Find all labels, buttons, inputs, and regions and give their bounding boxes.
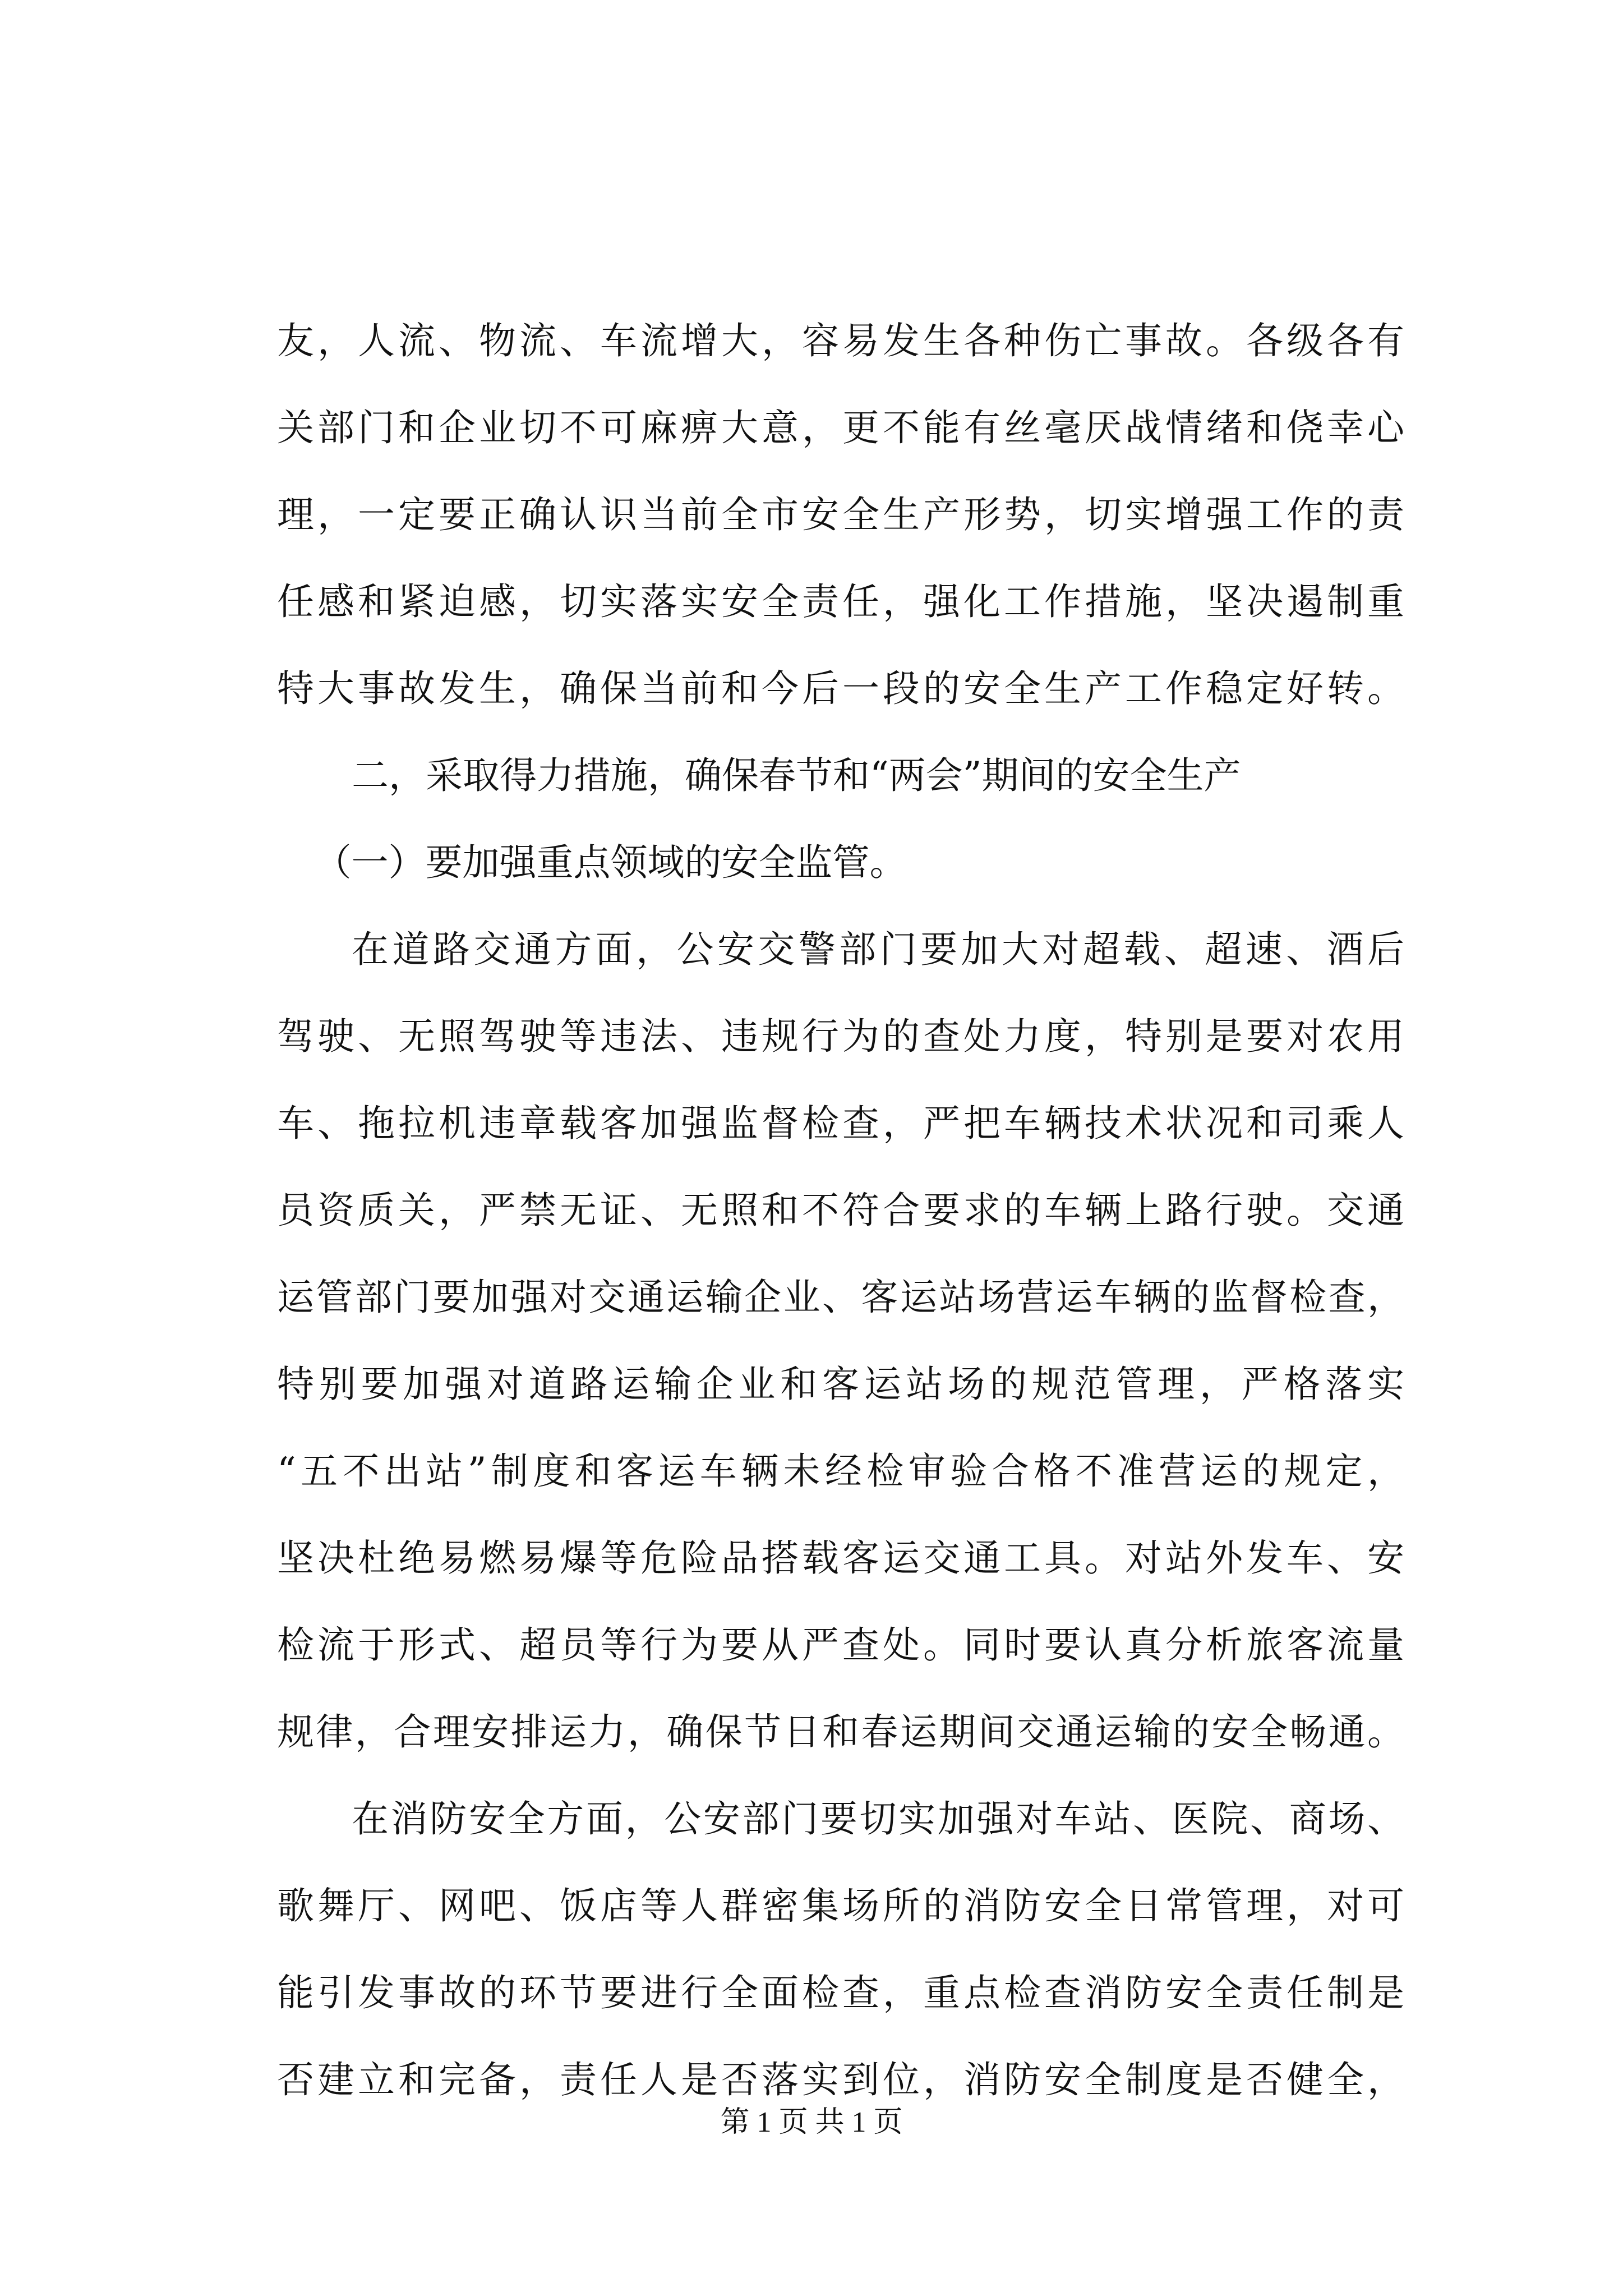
- text-line: 二，采取得力措施，确保春节和“两会”期间的安全生产: [352, 754, 1241, 797]
- text-line: 运管部门要加强对交通运输企业、客运站场营运车辆的监督检查，: [277, 1276, 1404, 1319]
- text-line: 检流于形式、超员等行为要从严查处。同时要认真分析旅客流量: [277, 1623, 1404, 1667]
- text-line: 任感和紧迫感，切实落实安全责任，强化工作措施，坚决遏制重: [277, 580, 1404, 623]
- text-line: （一）要加强重点领域的安全监管。: [314, 841, 907, 884]
- text-line: 规律，合理安排运力，确保节日和春运期间交通运输的安全畅通。: [277, 1710, 1404, 1754]
- text-line: 能引发事故的环节要进行全面检查，重点检查消防安全责任制是: [277, 1971, 1404, 2014]
- text-line: 坚决杜绝易燃易爆等危险品搭载客运交通工具。对站外发车、安: [277, 1536, 1404, 1580]
- text-line: 特别要加强对道路运输企业和客运站场的规范管理，严格落实: [277, 1363, 1404, 1406]
- page-footer: 第 1 页 共 1 页: [720, 2106, 903, 2138]
- text-line: 关部门和企业切不可麻痹大意，更不能有丝毫厌战情绪和侥幸心: [277, 406, 1404, 449]
- text-line: 否建立和完备，责任人是否落实到位，消防安全制度是否健全，: [277, 2058, 1404, 2101]
- text-line: 歌舞厅、网吧、饭店等人群密集场所的消防安全日常管理，对可: [277, 1884, 1404, 1927]
- text-line: 在道路交通方面，公安交警部门要加大对超载、超速、酒后: [352, 928, 1404, 971]
- text-line: “五不出站”制度和客运车辆未经检审验合格不准营运的规定，: [277, 1450, 1404, 1493]
- document-body: [277, 297, 1404, 2123]
- text-line: 员资质关，严禁无证、无照和不符合要求的车辆上路行驶。交通: [277, 1189, 1404, 1232]
- text-line: 在消防安全方面，公安部门要切实加强对车站、医院、商场、: [352, 1797, 1404, 1841]
- text-line: 驾驶、无照驾驶等违法、违规行为的查处力度，特别是要对农用: [277, 1015, 1404, 1058]
- text-line: 特大事故发生，确保当前和今后一段的安全生产工作稳定好转。: [277, 667, 1404, 710]
- text-line: 理，一定要正确认识当前全市安全生产形势，切实增强工作的责: [277, 493, 1404, 536]
- text-line: 友，人流、物流、车流增大，容易发生各种伤亡事故。各级各有: [277, 319, 1404, 362]
- text-line: 车、拖拉机违章载客加强监督检查，严把车辆技术状况和司乘人: [277, 1102, 1404, 1145]
